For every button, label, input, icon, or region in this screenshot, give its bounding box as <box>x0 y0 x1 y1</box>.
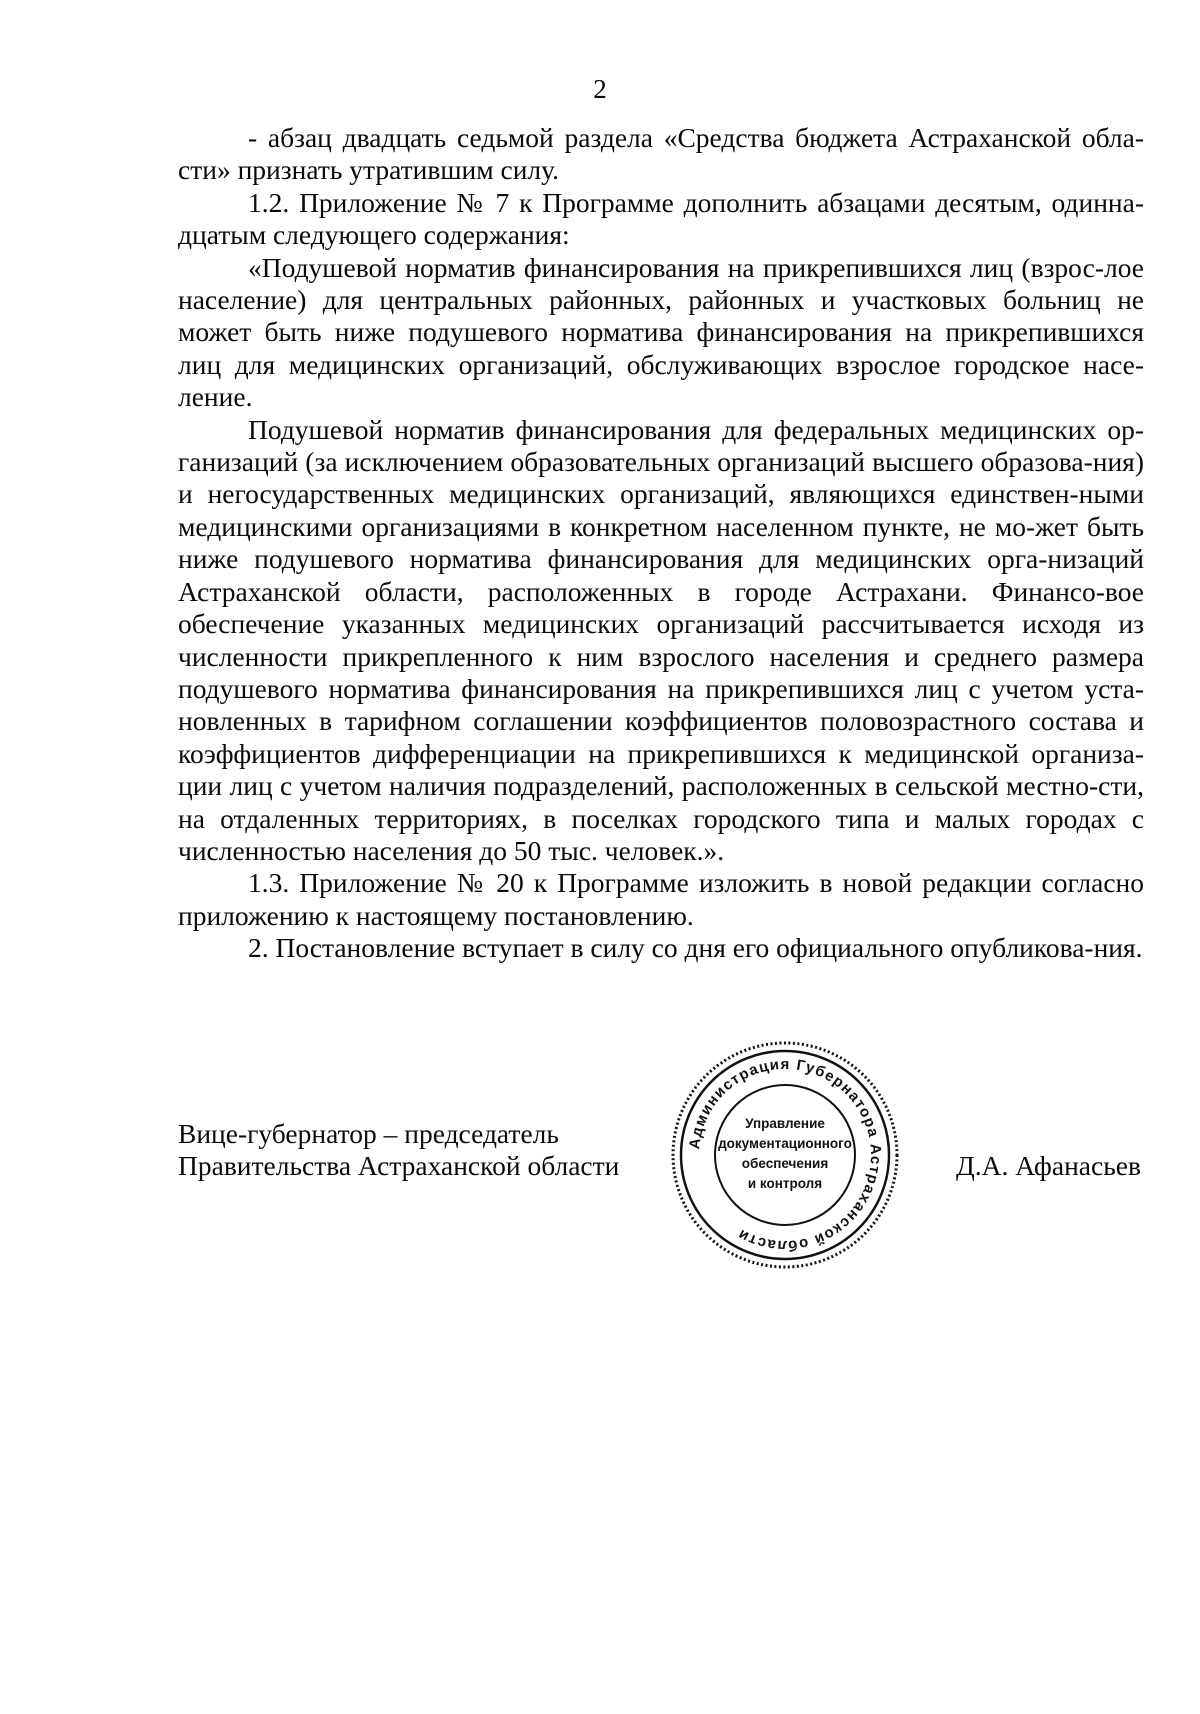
paragraph: 1.2. Приложение № 7 к Программе дополнить абзацами десятым, одинна-дцатым следующего содержания: <box>178 186 1144 251</box>
body-text <box>178 122 1144 965</box>
seal-outer-text: Администрация Губернатора Астраханской области <box>686 1055 885 1255</box>
signature-position-line: Вице-губернатор – председатель <box>178 1118 559 1149</box>
seal-center-line: обеспечения <box>741 1156 829 1171</box>
signature-position <box>178 1118 619 1183</box>
seal-center-line: и контроля <box>747 1176 823 1191</box>
seal-center-line: Управление <box>745 1116 825 1131</box>
page-number: 2 <box>593 74 607 104</box>
paragraph: 2. Постановление вступает в силу со дня его официального опубликова-ния. <box>248 932 1143 964</box>
paragraph: - абзац двадцать седьмой раздела «Средства бюджета Астраханской обла-сти» признать утратившим силу. <box>178 122 1144 186</box>
paragraph: 1.3. Приложение № 20 к Программе изложить в новой редакции согласно приложению к настоящему постановлению. <box>178 867 1144 931</box>
paragraph: «Подушевой норматив финансирования на прикрепившихся лиц (взрос-лое население) для центральных районных, районных и участковых больниц не может быть ниже подушевого норматива финансирования на прикрепившихся лиц для медицинских организаций, обслуживающих взрослое городское насе-ление. <box>178 251 1144 413</box>
paragraph: Подушевой норматив финансирования для федеральных медицинских ор-ганизаций (за исключением образовательных организаций высшего образова-ния) и негосударственных медицинских организаций, являющихся единствен-ными медицинскими организациями в конкретном населенном пункте, не мо-жет быть ниже подушевого норматива финансирования для медицинских орга-низаций Астраханской области, расположенных в городе Астрахани. Финансо-вое обеспечение указанных медицинских организаций рассчитывается исходя из численности прикрепленного к ним взрослого населения и среднего размера подушевого норматива финансирования на прикрепившихся лиц с учетом уста-новленных в тарифном соглашении коэффициентов половозрастного состава и коэффициентов дифференциации на прикрепившихся к медицинской организа-ции лиц с учетом наличия подразделений, расположенных в сельской местно-сти, на отдаленных территориях, в поселках городского типа и малых городах с численностью населения до 50 тыс. человек.». <box>178 413 1144 866</box>
seal-center-line: документационного <box>718 1136 852 1151</box>
signature-position-line: Правительства Астраханской области <box>178 1150 620 1182</box>
official-seal <box>670 1040 900 1270</box>
signatory-name: Д.А. Афанасьев <box>956 1150 1141 1181</box>
